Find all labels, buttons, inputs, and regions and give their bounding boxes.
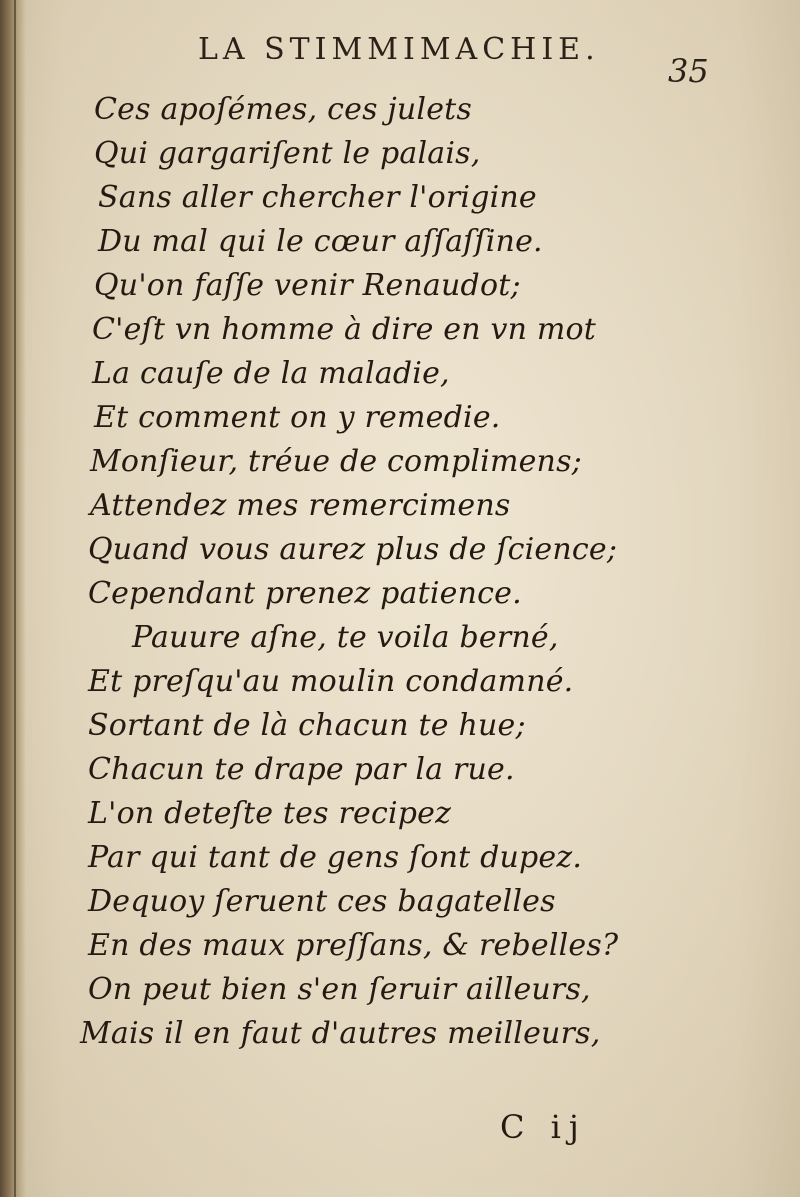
verse-line: Par qui tant de gens ſont dupez. [88,840,583,875]
verse-line: Ces apoſémes, ces julets [94,92,473,127]
verse-line: En des maux preſſans, & rebelles? [88,928,619,963]
verse-line: On peut bien s'en ſeruir ailleurs, [88,972,591,1007]
verse-line: Cependant prenez patience. [88,576,522,611]
verse-line: Attendez mes remercimens [90,488,511,523]
verse-line: Qui gargariſent le palais, [94,136,481,171]
page-number: 35 [668,52,709,90]
verse-line: L'on deteſte tes recipez [88,796,452,831]
verse-line: Dequoy ſeruent ces bagatelles [88,884,556,919]
verse-line: Sortant de là chacun te hue; [88,708,526,743]
verse-line: Et preſqu'au moulin condamné. [88,664,574,699]
gutter-edge [14,0,16,1197]
verse-line: Et comment on y remedie. [94,400,501,435]
book-gutter [0,0,26,1197]
verse-line: Quand vous aurez plus de ſcience; [88,532,618,567]
verse-line: Du mal qui le cœur aſſaſſine. [98,224,543,259]
verse-line: C'eſt vn homme à dire en vn mot [92,312,597,347]
signature-mark: C ij [500,1108,587,1146]
verse-line: Mais il en faut d'autres meilleurs, [80,1016,601,1051]
verse-line: Monſieur, tréue de complimens; [90,444,582,479]
running-title: LA STIMMIMACHIE. [198,32,600,67]
verse-line: La cauſe de la maladie, [92,356,450,391]
verse-line: Sans aller chercher l'origine [98,180,537,215]
verse-line: Chacun te drape par la rue. [88,752,515,787]
verse-line: Pauure aſne, te voila berné, [132,620,559,655]
verse-line: Qu'on faſſe venir Renaudot; [94,268,521,303]
